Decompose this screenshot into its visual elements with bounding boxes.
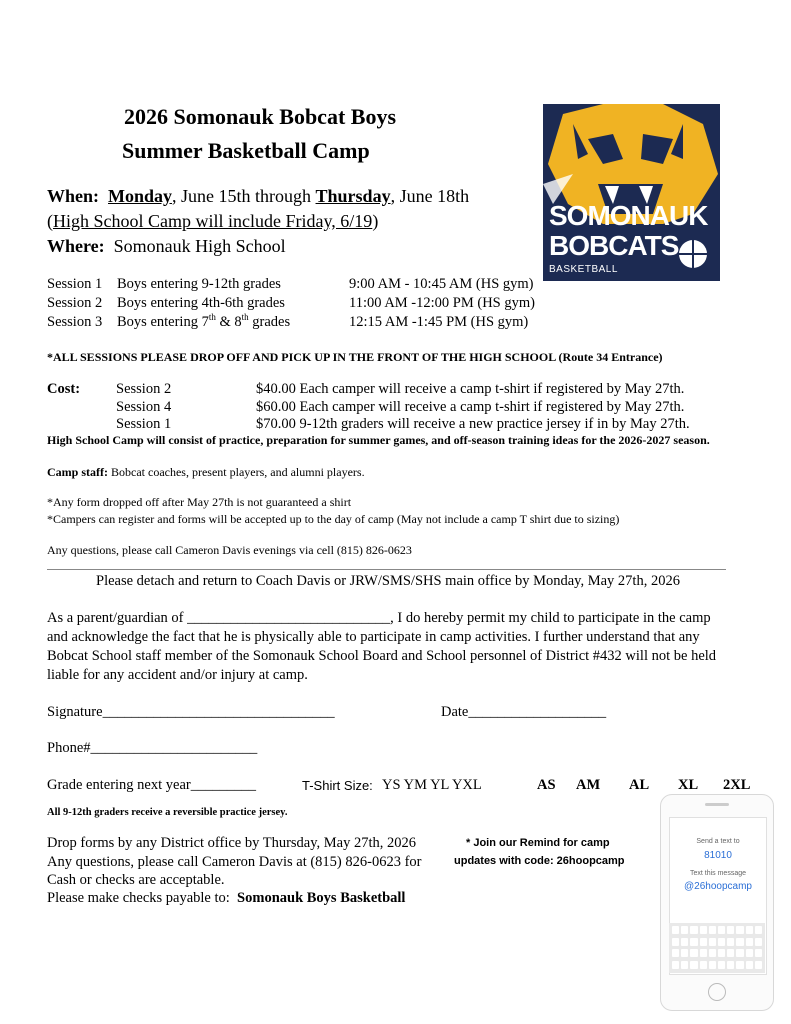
remind-code: @26hoopcamp — [684, 881, 752, 892]
session-3-sup-1: th — [208, 312, 216, 323]
session-2-desc: Boys entering 4th-6th grades — [117, 295, 285, 311]
when-label: When: — [47, 186, 100, 206]
where-value: Somonauk High School — [113, 236, 286, 256]
detach-divider — [47, 569, 726, 570]
phone-mockup — [660, 794, 774, 1011]
permission-line-2: and acknowledge the fact that he is physically able to participate in camp activities. I further understand that any — [47, 629, 700, 645]
camp-staff-line — [47, 465, 365, 480]
title-line-2: Summer Basketball Camp — [122, 138, 370, 163]
logo-word-somonauk: SOMONAUK — [549, 200, 708, 231]
where-label: Where: — [47, 236, 105, 256]
phone-speaker — [705, 803, 729, 806]
when-line — [47, 186, 469, 207]
detach-instructions: Please detach and return to Coach Davis or JRW/SMS/SHS main office by Monday, May 27th, 2026 — [96, 573, 680, 589]
phone-field[interactable]: Phone#_______________________ — [47, 740, 258, 756]
where-line — [47, 236, 286, 257]
cost-session-1: Session 2 — [116, 381, 172, 397]
session-1-desc: Boys entering 9-12th grades — [117, 276, 281, 292]
logo-word-basketball: BASKETBALL — [549, 264, 618, 275]
shortcode-number: 81010 — [704, 850, 732, 861]
paren-close: ) — [372, 211, 379, 231]
cost-session-3: Session 1 — [116, 416, 172, 432]
bobcats-logo — [543, 104, 720, 281]
jersey-note: All 9-12th graders receive a reversible practice jersey. — [47, 807, 288, 818]
permission-line-3: Bobcat School staff member of the Somonauk School Board and School personnel of District #432 will not be held — [47, 648, 717, 664]
hs-camp-note-line — [47, 211, 378, 232]
note-register: *Campers can register and forms will be accepted up to the day of camp (May not include a camp T shirt due to sizing) — [47, 512, 620, 526]
date-field[interactable]: Date___________________ — [441, 704, 607, 720]
phone-keyboard — [669, 923, 765, 973]
session-2-time: 11:00 AM -12:00 PM (HS gym) — [349, 295, 535, 311]
footer-cash: Cash or checks are acceptable. — [47, 872, 225, 888]
session-3-sup-2: th — [241, 312, 249, 323]
cost-session-2: Session 4 — [116, 399, 172, 415]
size-2xl[interactable]: 2XL — [723, 777, 751, 793]
session-3-desc-b: & 8 — [215, 314, 242, 330]
size-al[interactable]: AL — [629, 777, 650, 793]
logo-word-bobcats: BOBCATS — [549, 230, 679, 261]
dropoff-note: *ALL SESSIONS PLEASE DROP OFF AND PICK UP IN THE FRONT OF THE HIGH SCHOOL (Route 34 Entrance) — [47, 350, 663, 364]
session-3-desc-c: grades — [248, 314, 291, 330]
session-3-time: 12:15 AM -1:45 PM (HS gym) — [349, 314, 529, 330]
when-end-day: Thursday — [315, 186, 391, 206]
grade-field[interactable]: Grade entering next year_________ — [47, 777, 256, 793]
message-label: Text this message — [689, 870, 747, 877]
hs-camp-consist-note: High School Camp will consist of practice, preparation for summer games, and off-season training ideas for the 2026-2027 season. — [47, 433, 710, 447]
when-start-day: Monday — [108, 186, 173, 206]
session-1-time: 9:00 AM - 10:45 AM (HS gym) — [349, 276, 534, 292]
camp-staff-label: Camp staff: — [47, 465, 108, 479]
footer-questions: Any questions, please call Cameron Davis at (815) 826-0623 for — [47, 854, 422, 870]
session-1-name: Session 1 — [47, 276, 103, 292]
cost-label: Cost: — [47, 381, 81, 397]
size-as[interactable]: AS — [537, 777, 556, 793]
questions-line: Any questions, please call Cameron Davis evenings via cell (815) 826-0623 — [47, 543, 412, 557]
payable-value: Somonauk Boys Basketball — [237, 890, 406, 906]
session-3-desc — [117, 314, 290, 331]
payable-label: Please make checks payable to: — [47, 890, 230, 906]
size-xl[interactable]: XL — [678, 777, 699, 793]
size-am[interactable]: AM — [576, 777, 601, 793]
when-end-date: , June 18th — [390, 186, 470, 206]
footer-payable — [47, 890, 405, 907]
hs-camp-friday-note: High School Camp will include Friday, 6/19 — [53, 211, 373, 231]
permission-line-4: liable for any accident and/or injury at camp. — [47, 667, 308, 683]
signature-field[interactable]: Signature________________________________ — [47, 704, 335, 720]
session-3-desc-a: Boys entering 7 — [117, 314, 209, 330]
send-text-label: Send a text to — [696, 838, 740, 845]
title-line-1: 2026 Somonauk Bobcat Boys — [124, 104, 397, 129]
session-3-name: Session 3 — [47, 314, 103, 330]
cost-text-1: $40.00 Each camper will receive a camp t-shirt if registered by May 27th. — [256, 381, 685, 397]
tshirt-size-label: T-Shirt Size: — [302, 778, 373, 793]
footer-drop-forms: Drop forms by any District office by Thursday, May 27th, 2026 — [47, 835, 417, 851]
cost-text-3: $70.00 9-12th graders will receive a new practice jersey if in by May 27th. — [256, 416, 690, 432]
permission-line-1: As a parent/guardian of ____________________________, I do hereby permit my child to participate in the camp — [47, 610, 711, 626]
note-shirt: *Any form dropped off after May 27th is not guaranteed a shirt — [47, 495, 352, 509]
youth-sizes[interactable]: YS YM YL YXL — [382, 777, 482, 793]
session-2-name: Session 2 — [47, 295, 103, 311]
remind-line-1: * Join our Remind for camp — [466, 837, 610, 849]
cost-text-2: $60.00 Each camper will receive a camp t-shirt if registered by May 27th. — [256, 399, 685, 415]
remind-line-2: updates with code: 26hoopcamp — [454, 855, 625, 867]
when-start-date: , June 15th through — [172, 186, 316, 206]
paren-open: ( — [47, 211, 53, 231]
camp-staff-value: Bobcat coaches, present players, and alumni players. — [108, 465, 365, 479]
home-button-icon — [708, 983, 726, 1001]
